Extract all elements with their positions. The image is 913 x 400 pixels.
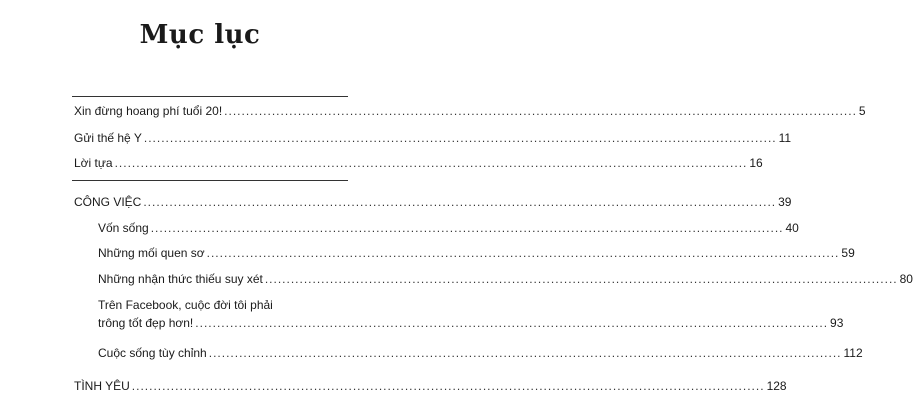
entry-label: Cuộc sống tùy chỉnh (98, 346, 207, 360)
toc-entry-tren-facebook[interactable] (98, 298, 844, 330)
entry-label: Những mối quen sơ (98, 246, 205, 260)
toc-entry-loi-tua[interactable] (74, 156, 763, 170)
toc-entry-von-song[interactable] (98, 221, 799, 235)
entry-page-number: 112 (843, 346, 863, 360)
entry-page-number: 11 (778, 131, 792, 145)
entry-label: Vốn sống (98, 221, 149, 235)
entry-page-number: 128 (766, 379, 787, 393)
dot-leader: .................................................................................................................................................. (195, 316, 829, 330)
dot-leader: .................................................................................................................................................. (224, 104, 857, 118)
entry-label-line1: Trên Facebook, cuộc đời tôi phải (98, 298, 273, 312)
toc-entry-xin-dung-hoang-phi[interactable] (74, 104, 866, 118)
dot-leader: .................................................................................................................................................. (150, 221, 784, 235)
divider-top (72, 96, 348, 97)
toc-entry-cuoc-song-tuy-chinh[interactable] (98, 346, 863, 360)
dot-leader: .................................................................................................................................................. (206, 246, 840, 260)
toc-entry-gui-the-he-y[interactable] (74, 131, 792, 145)
entry-label-line2: trông tốt đẹp hơn! (98, 316, 194, 330)
divider-middle (72, 180, 348, 181)
dot-leader: .................................................................................................................................................. (114, 156, 748, 170)
section-label: CÔNG VIỆC (74, 195, 142, 209)
dot-leader: .................................................................................................................................................. (264, 272, 898, 286)
entry-page-number: 80 (899, 272, 913, 286)
dot-leader: .................................................................................................................................................. (143, 195, 777, 209)
entry-page-number: 93 (830, 316, 844, 330)
toc-entry-nhung-moi-quen-so[interactable] (98, 246, 855, 260)
section-label: TÌNH YÊU (74, 379, 130, 393)
entry-label: Lời tựa (74, 156, 113, 170)
toc-entry-nhung-nhan-thuc[interactable] (98, 272, 913, 286)
page-title: Mục lục (139, 20, 261, 50)
entry-page-number: 16 (749, 156, 763, 170)
entry-page-number: 39 (778, 195, 792, 209)
dot-leader: .................................................................................................................................................. (143, 131, 777, 145)
entry-page-number: 40 (785, 221, 799, 235)
toc-section-tinh-yeu[interactable] (74, 379, 787, 393)
entry-label: Xin đừng hoang phí tuổi 20! (74, 104, 223, 118)
entry-page-number: 59 (841, 246, 855, 260)
dot-leader: .................................................................................................................................................. (131, 379, 765, 393)
dot-leader: .................................................................................................................................................. (208, 346, 842, 360)
entry-label: Gửi thế hệ Y (74, 131, 142, 145)
entry-page-number: 5 (858, 104, 866, 118)
entry-label: Những nhận thức thiếu suy xét (98, 272, 263, 286)
toc-section-cong-viec[interactable] (74, 195, 792, 209)
